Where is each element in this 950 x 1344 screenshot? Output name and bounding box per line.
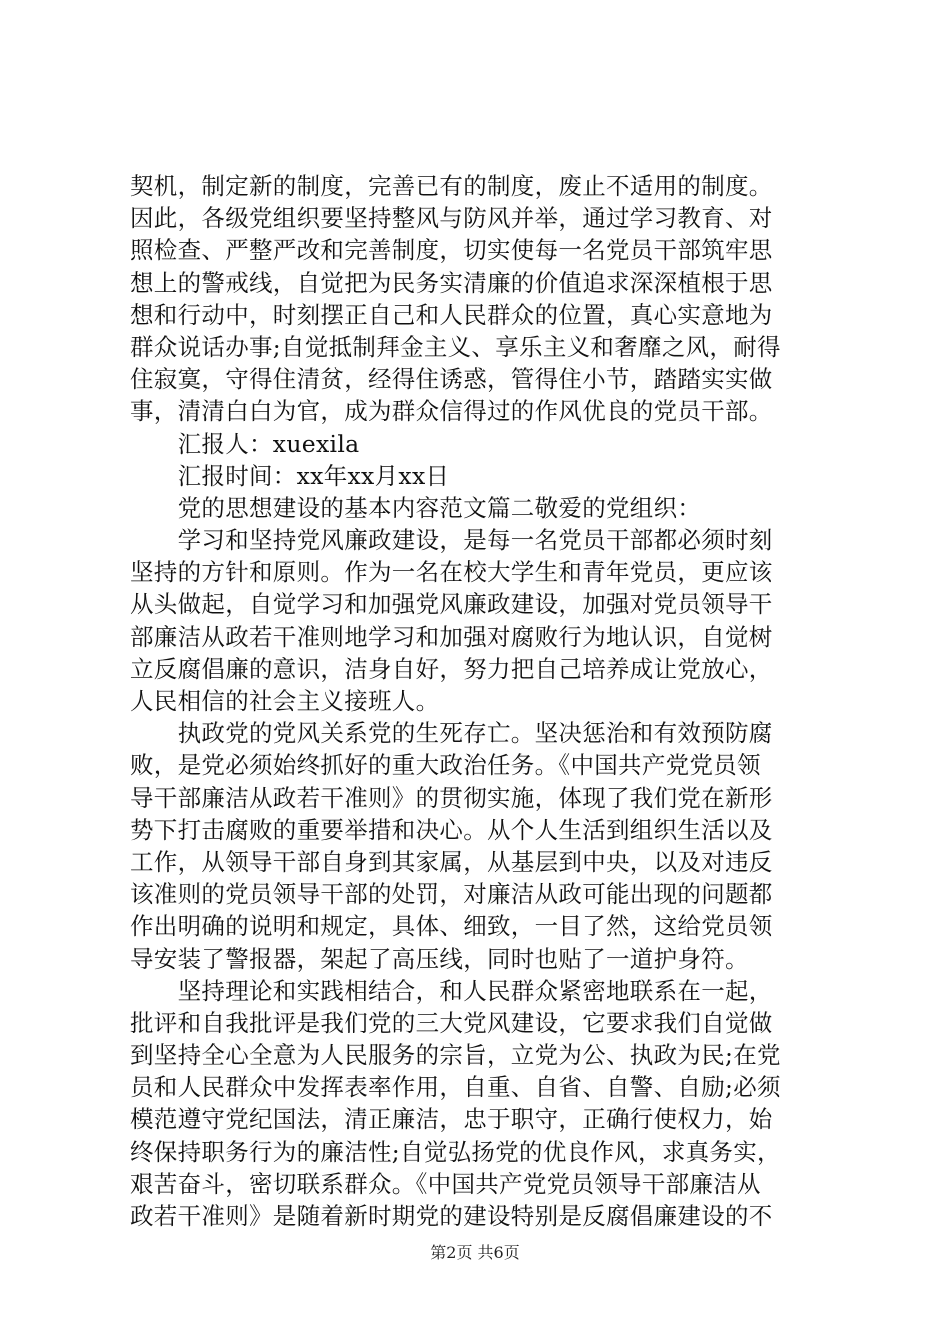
text-line: 立反腐倡廉的意识，洁身自好，努力把自己培养成让党放心， <box>130 654 773 683</box>
text-line: 势下打击腐败的重要举措和决心。从个人生活到组织生活以及 <box>130 815 773 844</box>
text-line: 住寂寞，守得住清贫，经得住诱惑，管得住小节，踏踏实实做 <box>130 365 773 394</box>
text-line: 事，清清白白为官，成为群众信得过的作风优良的党员干部。 <box>130 397 773 426</box>
text-line: 汇报时间：xx年xx月xx日 <box>130 461 450 490</box>
text-line: 政若干准则》是随着新时期党的建设特别是反腐倡廉建设的不 <box>130 1202 773 1230</box>
text-line: 工作，从领导干部自身到其家属，从基层到中央，以及对违反 <box>130 847 773 876</box>
text-line: 党的思想建设的基本内容范文篇二敬爱的党组织： <box>130 493 702 522</box>
text-line: 执政党的党风关系党的生死存亡。坚决惩治和有效预防腐 <box>130 719 773 748</box>
text-line: 群众说话办事;自觉抵制拜金主义、享乐主义和奢靡之风，耐得 <box>130 332 781 361</box>
text-line: 汇报人：xuexila <box>130 429 360 458</box>
text-line: 模范遵守党纪国法，清正廉洁，忠于职守，正确行使权力，始 <box>130 1105 773 1134</box>
text-line: 想和行动中，时刻摆正自己和人民群众的位置，真心实意地为 <box>130 300 773 329</box>
text-line: 败，是党必须始终抓好的重大政治任务。《中国共产党党员领 <box>130 751 761 780</box>
text-line: 导安装了警报器，架起了高压线，同时也贴了一道护身符。 <box>130 944 749 973</box>
text-line: 导干部廉洁从政若干准则》的贯彻实施，体现了我们党在新形 <box>130 783 773 812</box>
text-line: 学习和坚持党风廉政建设，是每一名党员干部都必须时刻 <box>130 526 773 555</box>
text-line: 艰苦奋斗，密切联系群众。《中国共产党党员领导干部廉洁从 <box>130 1169 761 1198</box>
document-body <box>130 170 830 1232</box>
text-line: 该准则的党员领导干部的处罚，对廉洁从政可能出现的问题都 <box>130 880 773 909</box>
text-line: 契机，制定新的制度，完善已有的制度，废止不适用的制度。 <box>130 172 773 200</box>
text-line: 坚持的方针和原则。作为一名在校大学生和青年党员，更应该 <box>130 558 773 587</box>
page-footer: 第2页 共6页 <box>430 1243 520 1262</box>
text-line: 人民相信的社会主义接班人。 <box>130 687 440 715</box>
text-line: 到坚持全心全意为人民服务的宗旨，立党为公、执政为民;在党 <box>130 1041 781 1070</box>
text-line: 从头做起，自觉学习和加强党风廉政建设，加强对党员领导干 <box>130 590 773 619</box>
text-line: 因此，各级党组织要坚持整风与防风并举，通过学习教育、对 <box>130 204 773 233</box>
text-line: 部廉洁从政若干准则地学习和加强对腐败行为地认识，自觉树 <box>130 622 773 651</box>
text-line: 作出明确的说明和规定，具体、细致，一目了然，这给党员领 <box>130 912 773 941</box>
text-line: 想上的警戒线，自觉把为民务实清廉的价值追求深深植根于思 <box>130 268 773 297</box>
text-line: 终保持职务行为的廉洁性;自觉弘扬党的优良作风，求真务实， <box>130 1137 781 1166</box>
text-line: 坚持理论和实践相结合，和人民群众紧密地联系在一起， <box>130 976 773 1005</box>
text-line: 照检查、严整严改和完善制度，切实使每一名党员干部筑牢思 <box>130 236 773 265</box>
text-line: 批评和自我批评是我们党的三大党风建设，它要求我们自觉做 <box>130 1008 773 1037</box>
text-line: 员和人民群众中发挥表率作用，自重、自省、自警、自励;必须 <box>130 1073 781 1102</box>
